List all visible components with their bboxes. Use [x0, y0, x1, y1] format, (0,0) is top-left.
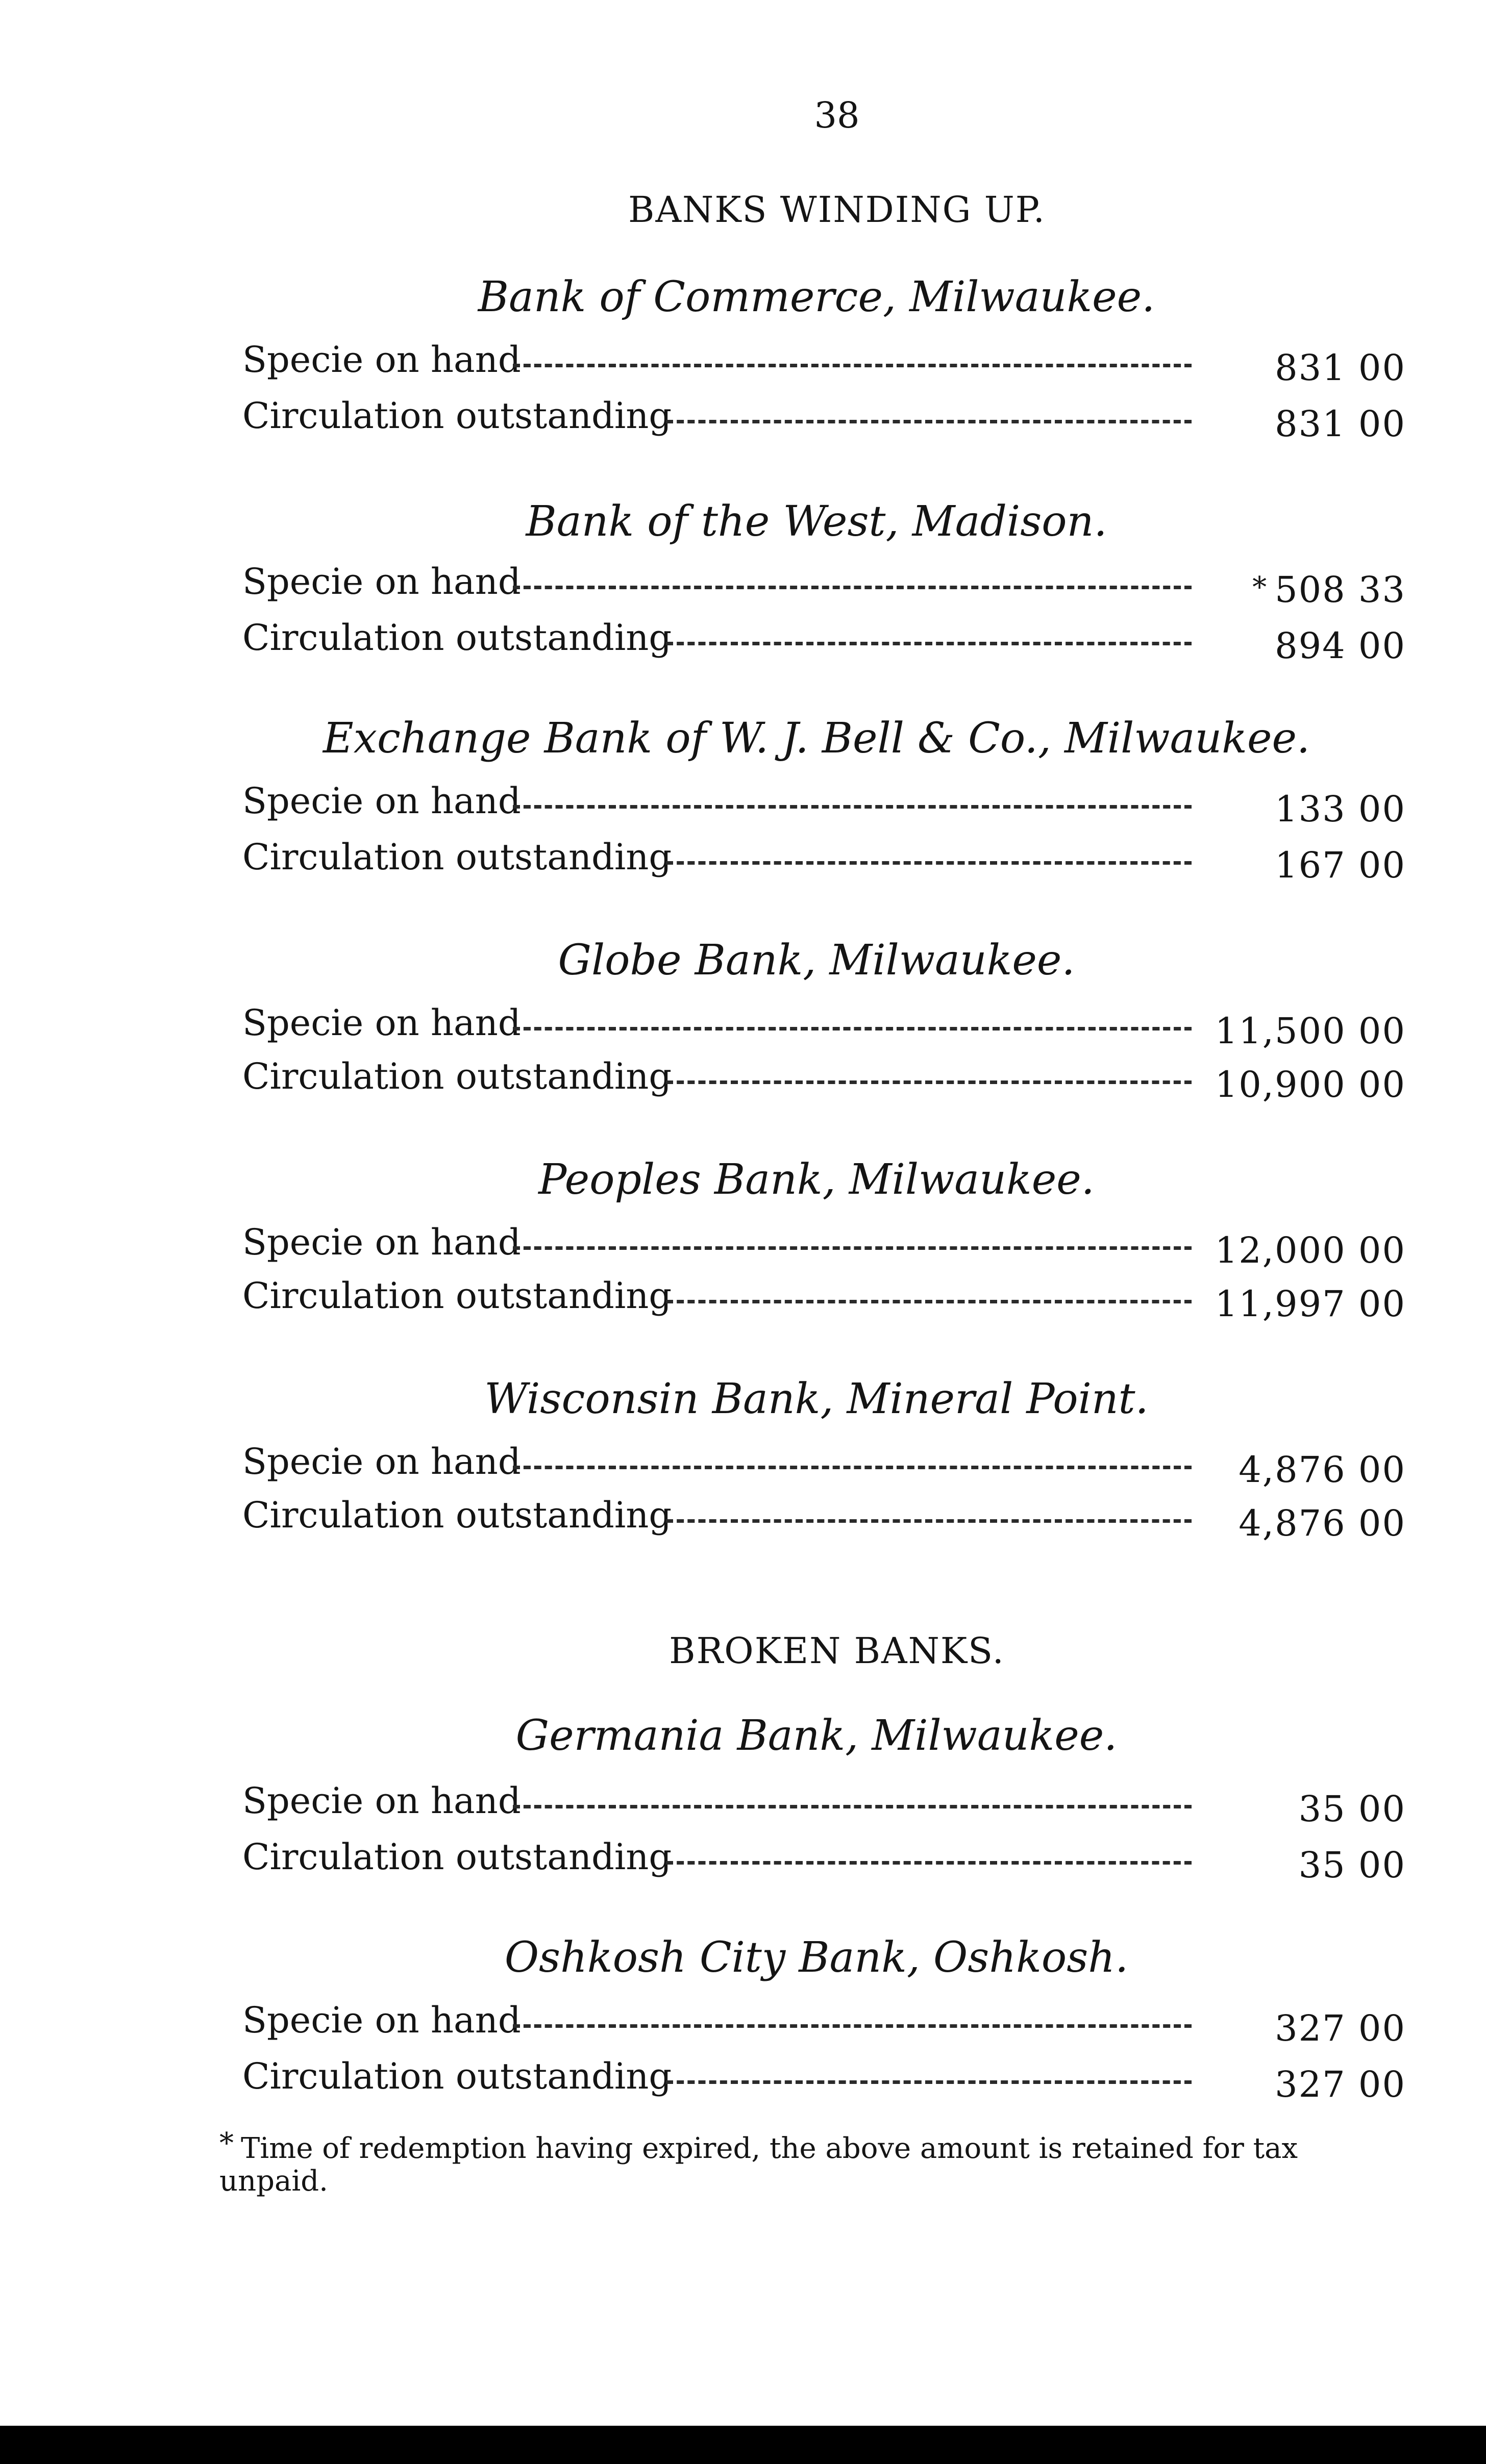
entry-amount — [1208, 1223, 1406, 1276]
entry-row — [242, 1490, 1406, 1544]
dot-leader — [513, 1805, 1192, 1808]
section-title-winding-up: BANKS WINDING UP. — [628, 189, 1046, 231]
entry-amount — [1268, 838, 1406, 891]
dot-leader — [666, 1080, 1192, 1084]
entry-amount — [1231, 1442, 1406, 1495]
amount-value: 133 00 — [1275, 788, 1406, 830]
bank-title: Germania Bank, Milwaukee. — [515, 1712, 1118, 1760]
dot-leader — [666, 861, 1192, 865]
page-number: 38 — [814, 94, 860, 136]
entry-label: Circulation outstanding — [242, 1836, 672, 1878]
entry-label: Specie on hand — [242, 1999, 521, 2041]
amount-value: 10,900 00 — [1215, 1064, 1406, 1105]
entry-row — [242, 1775, 1406, 1830]
entry-amount — [1268, 2057, 1406, 2110]
dot-leader — [513, 586, 1192, 589]
bank-title: Exchange Bank of W. J. Bell & Co., Milwaukee. — [323, 714, 1310, 763]
entry-amount — [1268, 618, 1406, 671]
entry-row — [242, 1436, 1406, 1491]
entry-label: Specie on hand — [242, 1780, 521, 1822]
entry-label: Specie on hand — [242, 1002, 521, 1044]
entry-row — [242, 390, 1406, 445]
entry-row — [242, 997, 1406, 1052]
amount-value: 4,876 00 — [1239, 1502, 1406, 1544]
dot-leader — [513, 805, 1192, 809]
entry-amount — [1208, 1276, 1406, 1329]
entry-row — [242, 1995, 1406, 2049]
bank-title: Wisconsin Bank, Mineral Point. — [484, 1375, 1149, 1423]
dot-leader — [666, 642, 1192, 645]
entry-row — [242, 1270, 1406, 1325]
entry-row — [242, 775, 1406, 830]
scan-bottom-edge — [0, 2426, 1486, 2464]
dot-leader — [513, 1246, 1192, 1250]
bank-title: Globe Bank, Milwaukee. — [558, 936, 1075, 985]
amount-value: 831 00 — [1275, 347, 1406, 389]
entry-label: Circulation outstanding — [242, 1055, 672, 1097]
entry-row — [242, 832, 1406, 886]
entry-amount — [1292, 1838, 1406, 1891]
dot-leader — [513, 1466, 1192, 1469]
entry-amount — [1292, 1781, 1406, 1834]
amount-value: 11,997 00 — [1215, 1283, 1406, 1325]
amount-value: 12,000 00 — [1215, 1229, 1406, 1271]
amount-value: 831 00 — [1275, 403, 1406, 445]
footnote — [219, 2127, 1378, 2198]
entry-amount — [1268, 396, 1406, 449]
entry-label: Specie on hand — [242, 1221, 521, 1263]
entry-label: Specie on hand — [242, 561, 521, 602]
entry-row — [242, 612, 1406, 667]
dot-leader — [513, 1027, 1192, 1030]
entry-label: Circulation outstanding — [242, 617, 672, 659]
entry-row — [242, 1051, 1406, 1105]
entry-label: Circulation outstanding — [242, 2055, 672, 2097]
entry-label: Circulation outstanding — [242, 395, 672, 437]
entry-label: Circulation outstanding — [242, 836, 672, 878]
dot-leader — [666, 2080, 1192, 2084]
entry-label: Circulation outstanding — [242, 1494, 672, 1536]
bank-title: Bank of Commerce, Milwaukee. — [478, 273, 1155, 321]
entry-amount — [1252, 562, 1406, 615]
entry-amount — [1231, 1496, 1406, 1549]
section-title-broken-banks: BROKEN BANKS. — [669, 1630, 1005, 1672]
dot-leader — [666, 1519, 1192, 1523]
bank-title: Peoples Bank, Milwaukee. — [538, 1155, 1095, 1204]
entry-row — [242, 1217, 1406, 1271]
amount-value: 35 00 — [1298, 1788, 1406, 1830]
footnote-marker: * — [219, 2127, 234, 2160]
dot-leader — [513, 2024, 1192, 2028]
dot-leader — [666, 1300, 1192, 1303]
entry-row — [242, 1831, 1406, 1886]
entry-amount — [1268, 340, 1406, 393]
amount-value: 508 33 — [1275, 569, 1406, 611]
amount-value: 167 00 — [1275, 844, 1406, 886]
amount-value: 11,500 00 — [1215, 1010, 1406, 1052]
amount-value: 35 00 — [1298, 1844, 1406, 1886]
entry-row — [242, 556, 1406, 611]
dot-leader — [666, 1861, 1192, 1865]
entry-label: Specie on hand — [242, 339, 521, 381]
footnote-marker: * — [1252, 571, 1268, 604]
entry-amount — [1208, 1003, 1406, 1057]
dot-leader — [666, 420, 1192, 423]
dot-leader — [513, 364, 1192, 367]
entry-row — [242, 2051, 1406, 2105]
entry-row — [242, 334, 1406, 389]
entry-label: Specie on hand — [242, 1441, 521, 1482]
amount-value: 327 00 — [1275, 2064, 1406, 2105]
bank-title: Bank of the West, Madison. — [526, 497, 1107, 546]
entry-label: Circulation outstanding — [242, 1275, 672, 1317]
entry-label: Specie on hand — [242, 780, 521, 822]
entry-amount — [1268, 782, 1406, 835]
bank-title: Oshkosh City Bank, Oshkosh. — [504, 1933, 1129, 1982]
amount-value: 327 00 — [1275, 2007, 1406, 2049]
entry-amount — [1268, 2001, 1406, 2054]
entry-amount — [1208, 1057, 1406, 1110]
footnote-text: Time of redemption having expired, the above amount is retained for tax unpaid. — [219, 2132, 1298, 2198]
amount-value: 894 00 — [1275, 625, 1406, 667]
amount-value: 4,876 00 — [1239, 1449, 1406, 1491]
